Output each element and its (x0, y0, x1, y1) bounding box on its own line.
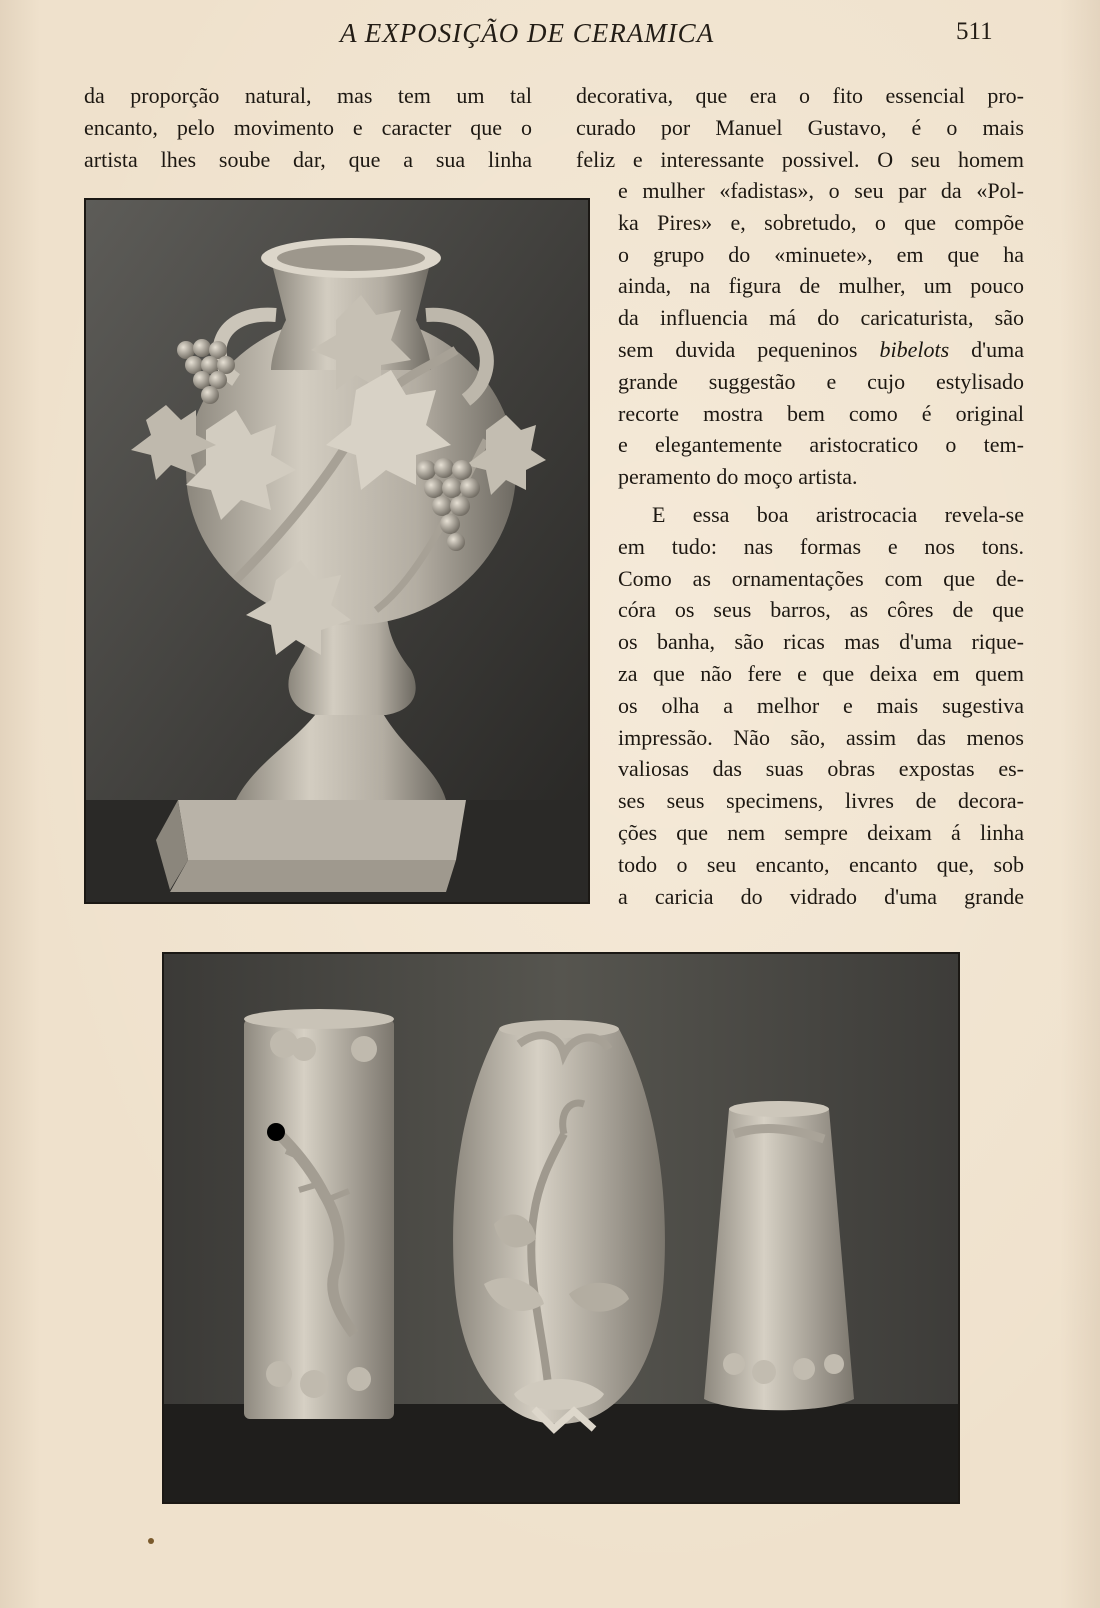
text-line: curado por Manuel Gustavo, é o mais (576, 114, 1024, 140)
text-line: impressão. Não são, assim das menos (618, 724, 1024, 750)
text-line: o grupo do «minuete», em que ha (618, 241, 1024, 267)
text-line: ka Pires» e, sobretudo, o que compõe (618, 209, 1024, 235)
italic-word: bibelots (879, 336, 950, 362)
vase-image (86, 200, 588, 902)
text-fragment: sem duvida pequeninos (618, 336, 880, 362)
text-line: todo o seu encanto, encanto que, sob (618, 851, 1024, 877)
three-vases-photograph (162, 952, 960, 1504)
text-line: a caricia do vidrado d'uma grande (618, 883, 1024, 909)
text-line: em tudo: nas formas e nos tons. (618, 533, 1024, 559)
text-line: os banha, são ricas mas d'uma rique- (618, 629, 1024, 655)
text-line: córa os seus barros, as côres de que (618, 597, 1024, 623)
text-fragment: d'uma (949, 336, 1024, 362)
text-line: feliz e interessante possivel. O seu homem (576, 146, 1024, 172)
text-line: peramento do moço artista. (618, 464, 858, 490)
text-line: decorativa, que era o fito essencial pro- (576, 83, 1024, 108)
text-line: da proporção natural, mas tem um tal (84, 83, 532, 108)
text-line: da influencia má do caricaturista, são (618, 305, 1024, 331)
text-line: os olha a melhor e mais sugestiva (618, 692, 1024, 718)
text-line: ainda, na figura de mulher, um pouco (618, 273, 1024, 299)
text-line: Como as ornamentações com que de- (618, 565, 1024, 591)
text-line: e mulher «fadistas», o seu par da «Pol- (618, 178, 1024, 203)
text-line: recorte mostra bem como é original (618, 400, 1024, 426)
left-column-text (84, 80, 532, 175)
text-line: encanto, pelo movimento e caracter que o (84, 114, 532, 140)
text-line: ses seus specimens, livres de decora- (618, 788, 1024, 814)
text-line: grande suggestão e cujo estylisado (618, 368, 1024, 394)
text-line: ções que nem sempre deixam á linha (618, 819, 1024, 845)
text-line: valiosas das suas obras expostas es- (618, 756, 1024, 782)
page-number: 511 (956, 18, 993, 45)
text-line-with-italic (618, 334, 1024, 366)
right-column-top-text (576, 80, 1024, 175)
ink-speck (148, 1538, 154, 1544)
text-line: e elegantemente aristocratico o tem- (618, 432, 1024, 458)
running-title: A EXPOSIÇÃO DE CERAMICA (340, 18, 715, 48)
three-vases-image (164, 954, 958, 1502)
vase-photograph (84, 198, 590, 904)
right-column-main-text (618, 175, 1024, 912)
text-line: E essa boa aristrocacia revela-se (652, 501, 1024, 527)
text-line: za que não fere e que deixa em quem (618, 660, 1024, 686)
text-line: artista lhes soube dar, que a sua linha (84, 146, 532, 172)
